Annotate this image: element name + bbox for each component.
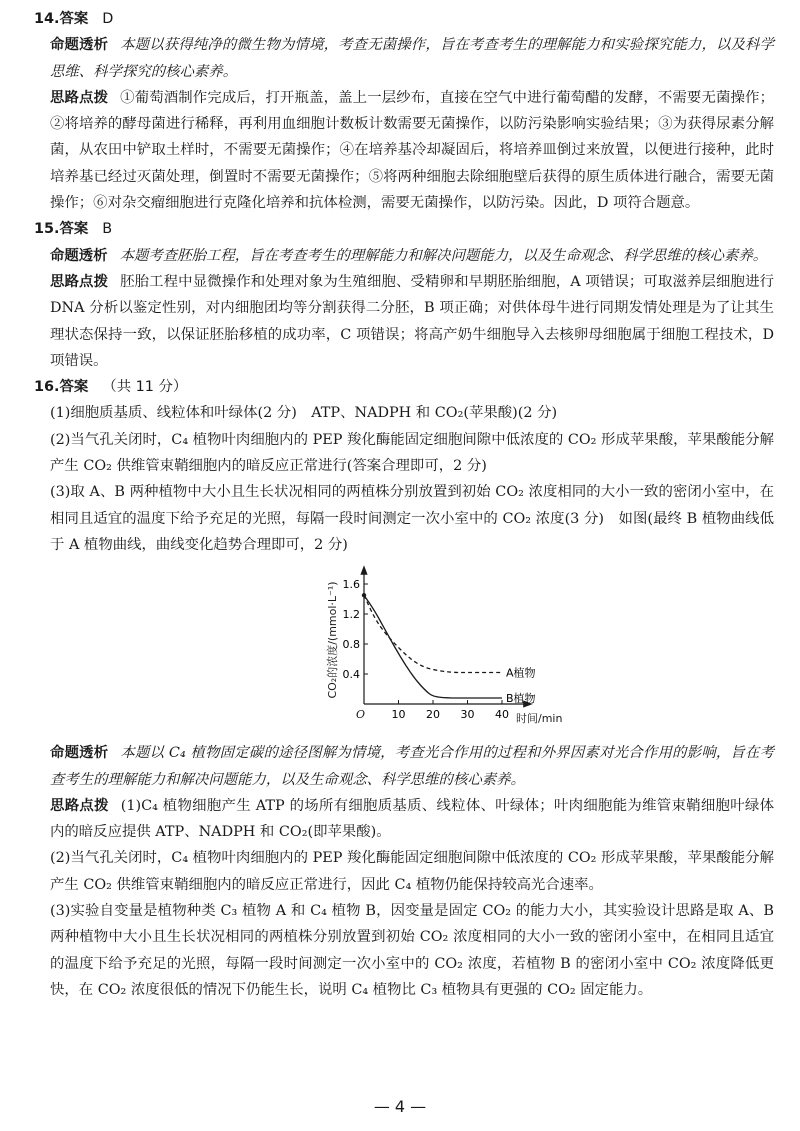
q16-header [34, 374, 774, 400]
q16-answer-1: (1)细胞质基质、线粒体和叶绿体(2 分) ATP、NADPH 和 CO₂(苹果酸)(2 分) [50, 405, 558, 422]
x-tick-label: 40 [495, 708, 509, 722]
start-point [362, 593, 366, 597]
series-line-a [364, 595, 502, 672]
q15-hint [50, 269, 774, 374]
q15-intent-text: 本题考查胚胎工程，旨在考查考生的理解能力和解决问题能力，以及生命观念、科学思维的核心素养。 [119, 247, 768, 264]
q16-answer-3: (3)取 A、B 两种植物中大小且生长状况相同的两植株分别放置到初始 CO₂ 浓度相同的大小一致的密闭小室中，在相同且适宜的温度下给予充足的光照，每隔一段时间测定一次小室中的 CO₂ 浓度(3 分) 如图(最终 B 植物曲线低于 A 植物曲线，曲线变化趋势合理即可，2 分) [50, 484, 774, 553]
y-tick-label: 1.6 [342, 578, 360, 592]
q14-intent-text: 本题以获得纯净的微生物为情境，考查无菌操作，旨在考查考生的理解能力和实验探究能力，以及科学思维、科学探究的核心素养。 [50, 37, 774, 80]
y-tick-label: 0.4 [342, 668, 360, 682]
q14-intent-label: 命题透析 [50, 37, 109, 54]
co2-concentration-chart [284, 562, 584, 732]
y-axis-label: CO₂的浓度/(mmol·L⁻¹) [326, 581, 339, 699]
q16-hint-text-1: (1)C₄ 植物细胞产生 ATP 的场所有细胞质基质、线粒体、叶绿体；叶肉细胞能为维管束鞘细胞叶绿体内的暗反应提供 ATP、NADPH 和 CO₂(即苹果酸)。 [50, 797, 774, 841]
y-tick-label: 0.8 [342, 638, 360, 652]
q14-answer: D [102, 11, 114, 27]
series-line-b [364, 595, 502, 698]
q16-intent [50, 740, 774, 793]
q16-answer-2: (2)当气孔关闭时，C₄ 植物叶肉细胞内的 PEP 羧化酶能固定细胞间隙中低浓度的 CO₂ 形成苹果酸，苹果酸能分解产生 CO₂ 供维管束鞘细胞内的暗反应正常进行(答案合理即可，2 分) [50, 431, 774, 475]
q15-intent [50, 243, 774, 269]
x-axis-label: 时间/min [516, 712, 563, 726]
q16-hint-1 [50, 793, 774, 846]
q14-number: 14. [34, 11, 60, 27]
series-label-a: A植物 [506, 666, 536, 680]
q14-intent [50, 32, 774, 85]
q15-header [34, 216, 774, 242]
q16-hint-3: (3)实验自变量是植物种类 C₃ 植物 A 和 C₄ 植物 B，因变量是固定 CO₂ 的能力大小，其实验设计思路是取 A、B 两种植物中大小且生长状况相同的两植株分别放置到初始 CO₂ 浓度相同的大小一致的密闭小室中，在相同且适宜的温度下给予充足的光照，每隔一段时间测定一次小室中的 CO₂ 浓度，若植物 B 的密闭小室中 CO₂ 浓度降低更快，在 CO₂ 浓度很低的情况下仍能生长，说明 C₄ 植物比 C₃ 植物具有更强的 CO₂ 固定能力。 [50, 903, 774, 998]
q15-hint-text: 胚胎工程中显微操作和处理对象为生殖细胞、受精卵和早期胚胎细胞，A 项错误；可取滋养层细胞进行 DNA 分析以鉴定性别，对内细胞团均等分割获得二分胚，B 项正确；对供体母牛进行同期发情处理是为了让其生理状态保持一致，以保证胚胎移植的成功率，C 项错误；将高产奶牛细胞导入去核卵母细胞属于细胞工程技术，D 项错误。 [50, 273, 774, 369]
page-content [34, 6, 774, 1003]
origin-label: O [356, 708, 366, 722]
q14-hint-label: 思路点拨 [50, 89, 109, 106]
x-tick-label: 10 [391, 708, 406, 722]
q15-intent-label: 命题透析 [50, 247, 108, 264]
q15-answer-label: 答案 [59, 221, 89, 238]
q16-number: 16. [34, 379, 60, 396]
page-number: — 4 — [373, 1097, 427, 1116]
q16-hint-label: 思路点拨 [50, 797, 109, 814]
y-tick-label: 1.2 [342, 608, 360, 622]
q16-answer-label: 答案 [59, 379, 89, 396]
q15-number: 15. [34, 221, 60, 238]
q14-hint [50, 85, 774, 216]
co2-chart-container [34, 562, 774, 734]
q16-answer: （共 11 分） [102, 379, 188, 396]
q15-hint-label: 思路点拨 [50, 273, 109, 290]
q14-header [34, 6, 774, 32]
x-tick-label: 30 [460, 708, 475, 722]
q16-intent-text: 本题以 C₄ 植物固定碳的途径图解为情境，考查光合作用的过程和外界因素对光合作用的影响，旨在考查考生的理解能力和解决问题能力，以及生命观念、科学思维的核心素养。 [50, 745, 774, 788]
x-tick-label: 20 [426, 708, 440, 722]
q16-hint-2: (2)当气孔关闭时，C₄ 植物叶肉细胞内的 PEP 羧化酶能固定细胞间隙中低浓度的 CO₂ 形成苹果酸，苹果酸能分解产生 CO₂ 供维管束鞘细胞内的暗反应正常进行，因此 C₄ 植物仍能保持较高光合速率。 [50, 850, 774, 893]
q16-intent-label: 命题透析 [50, 745, 109, 762]
q14-hint-text: ①葡萄酒制作完成后，打开瓶盖，盖上一层纱布，直接在空气中进行葡萄醋的发酵，不需要无菌操作；②将培养的酵母菌进行稀释，再利用血细胞计数板计数需要无菌操作，以防污染影响实验结果；③为获得尿素分解菌，从农田中铲取土样时，不需要无菌操作；④在培养基冷却凝固后，将培养皿倒过来放置，以便进行接种，此时培养基已经过灭菌处理，倒置时不需要无菌操作；⑤将两种细胞去除细胞壁后获得的原生质体进行融合，需要无菌操作；⑥对杂交瘤细胞进行克隆化培养和抗体检测，需要无菌操作，以防污染。因此，D 项符合题意。 [50, 89, 774, 212]
q15-answer: B [102, 221, 113, 238]
series-label-b: B植物 [506, 692, 536, 706]
q14-answer-label: 答案 [59, 11, 89, 27]
